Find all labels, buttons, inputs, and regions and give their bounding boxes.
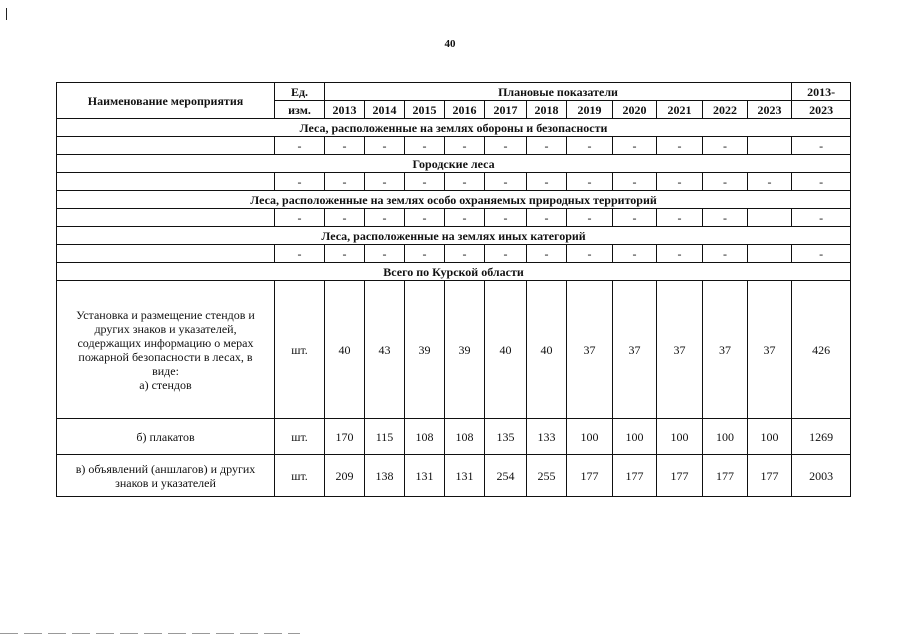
section-title-row <box>57 155 851 173</box>
dash-cell: - <box>657 137 703 155</box>
year-header: 2022 <box>703 101 748 119</box>
data-row <box>57 455 851 497</box>
value-cell: 100 <box>613 419 657 455</box>
value-cell: 131 <box>405 455 445 497</box>
total-cell: 426 <box>792 281 851 419</box>
value-cell: 254 <box>485 455 527 497</box>
section-empty-row <box>57 209 851 227</box>
total-cell: 2003 <box>792 455 851 497</box>
year-header: 2015 <box>405 101 445 119</box>
activity-name <box>57 281 275 419</box>
dash-cell: - <box>365 173 405 191</box>
dash-cell: - <box>748 173 792 191</box>
value-cell: 100 <box>657 419 703 455</box>
dash-cell: - <box>365 245 405 263</box>
activity-name-line: содержащих информацию о мерах <box>77 335 254 350</box>
value-cell: 39 <box>445 281 485 419</box>
year-header: 2020 <box>613 101 657 119</box>
value-cell: 100 <box>748 419 792 455</box>
section-title-row <box>57 119 851 137</box>
dash-cell: - <box>325 245 365 263</box>
dash-cell: - <box>527 173 567 191</box>
dash-cell: - <box>275 173 325 191</box>
dash-cell: - <box>613 245 657 263</box>
dash-cell: - <box>527 137 567 155</box>
scan-artifact-line <box>0 633 300 634</box>
value-cell: 135 <box>485 419 527 455</box>
activity-name-line: б) плакатов <box>136 429 195 444</box>
activity-name-line: в) объявлений (аншлагов) и других <box>75 461 256 476</box>
activity-name <box>57 455 275 497</box>
value-cell: 43 <box>365 281 405 419</box>
section-title: Леса, расположенные на землях особо охраняемых природных территорий <box>57 191 851 209</box>
value-cell: 100 <box>567 419 613 455</box>
value-cell: 40 <box>527 281 567 419</box>
dash-cell: - <box>325 209 365 227</box>
margin-mark <box>6 8 7 20</box>
section-title: Леса, расположенные на землях обороны и безопасности <box>57 119 851 137</box>
unit-cell: шт. <box>275 419 325 455</box>
value-cell: 39 <box>405 281 445 419</box>
total-cell: 1269 <box>792 419 851 455</box>
year-header: 2014 <box>365 101 405 119</box>
activity-name-line: других знаков и указателей, <box>94 321 237 336</box>
unit-column-header-top: Ед. <box>275 83 325 101</box>
value-cell: 177 <box>657 455 703 497</box>
total-column-header-top: 2013- <box>792 83 851 101</box>
dash-cell: - <box>703 245 748 263</box>
dash-cell: - <box>792 173 851 191</box>
activity-name <box>57 419 275 455</box>
value-cell: 177 <box>567 455 613 497</box>
dash-cell: - <box>657 173 703 191</box>
total-column-header-bottom: 2023 <box>792 101 851 119</box>
unit-column-header-bottom: изм. <box>275 101 325 119</box>
value-cell: 209 <box>325 455 365 497</box>
section-title: Леса, расположенные на землях иных категорий <box>57 227 851 245</box>
name-column-header: Наименование мероприятия <box>57 83 275 119</box>
activity-name-line: виде: <box>152 363 179 378</box>
value-cell: 177 <box>703 455 748 497</box>
section-title: Городские леса <box>57 155 851 173</box>
value-cell: 255 <box>527 455 567 497</box>
dash-cell: - <box>657 209 703 227</box>
dash-cell: - <box>365 209 405 227</box>
total-section-row <box>57 263 851 281</box>
dash-cell: - <box>567 173 613 191</box>
year-header: 2013 <box>325 101 365 119</box>
dash-cell: - <box>613 209 657 227</box>
value-cell: 138 <box>365 455 405 497</box>
section-empty-row <box>57 137 851 155</box>
dash-cell: - <box>703 137 748 155</box>
section-title-row <box>57 227 851 245</box>
dash-cell: - <box>792 137 851 155</box>
value-cell: 40 <box>325 281 365 419</box>
dash-cell: - <box>325 137 365 155</box>
value-cell: 108 <box>405 419 445 455</box>
section-empty-row <box>57 173 851 191</box>
dash-cell: - <box>657 245 703 263</box>
value-cell: 177 <box>748 455 792 497</box>
dash-cell: - <box>485 173 527 191</box>
dash-cell: - <box>445 209 485 227</box>
year-header: 2016 <box>445 101 485 119</box>
dash-cell: - <box>405 173 445 191</box>
empty-cell <box>57 209 275 227</box>
dash-cell: - <box>527 245 567 263</box>
unit-cell: шт. <box>275 281 325 419</box>
value-cell: 37 <box>703 281 748 419</box>
dash-cell: - <box>703 173 748 191</box>
dash-cell: - <box>485 137 527 155</box>
plan-table <box>56 82 851 497</box>
activity-name-line: Установка и размещение стендов и <box>76 307 255 322</box>
value-cell: 133 <box>527 419 567 455</box>
year-header: 2021 <box>657 101 703 119</box>
dash-cell: - <box>792 245 851 263</box>
value-cell: 108 <box>445 419 485 455</box>
section-title-row <box>57 191 851 209</box>
dash-cell: - <box>445 137 485 155</box>
activity-name-line: знаков и указателей <box>115 475 216 490</box>
value-cell: 170 <box>325 419 365 455</box>
dash-cell: - <box>275 209 325 227</box>
section-empty-row <box>57 245 851 263</box>
dash-cell: - <box>445 173 485 191</box>
dash-cell: - <box>613 173 657 191</box>
dash-cell: - <box>485 209 527 227</box>
year-header: 2023 <box>748 101 792 119</box>
activity-name-line: пожарной безопасности в лесах, в <box>78 349 253 364</box>
value-cell: 40 <box>485 281 527 419</box>
dash-cell: - <box>365 137 405 155</box>
dash-cell: - <box>405 137 445 155</box>
year-header: 2018 <box>527 101 567 119</box>
dash-cell: - <box>527 209 567 227</box>
value-cell: 37 <box>567 281 613 419</box>
empty-cell <box>57 245 275 263</box>
dash-cell: - <box>567 209 613 227</box>
dash-cell: - <box>613 137 657 155</box>
empty-cell <box>57 173 275 191</box>
year-header: 2017 <box>485 101 527 119</box>
page-number: 40 <box>444 38 456 50</box>
dash-cell: - <box>325 173 365 191</box>
dash-cell: - <box>567 245 613 263</box>
dash-cell <box>748 209 792 227</box>
dash-cell: - <box>405 245 445 263</box>
empty-cell <box>57 137 275 155</box>
value-cell: 115 <box>365 419 405 455</box>
value-cell: 177 <box>613 455 657 497</box>
data-row <box>57 419 851 455</box>
data-row <box>57 281 851 419</box>
dash-cell: - <box>405 209 445 227</box>
value-cell: 131 <box>445 455 485 497</box>
dash-cell: - <box>275 245 325 263</box>
unit-cell: шт. <box>275 455 325 497</box>
total-section-title: Всего по Курской области <box>57 263 851 281</box>
dash-cell <box>748 245 792 263</box>
value-cell: 37 <box>657 281 703 419</box>
plan-indicators-header: Плановые показатели <box>325 83 792 101</box>
dash-cell: - <box>445 245 485 263</box>
dash-cell: - <box>485 245 527 263</box>
year-header: 2019 <box>567 101 613 119</box>
dash-cell: - <box>275 137 325 155</box>
value-cell: 37 <box>613 281 657 419</box>
value-cell: 37 <box>748 281 792 419</box>
value-cell: 100 <box>703 419 748 455</box>
dash-cell: - <box>567 137 613 155</box>
activity-name-line: а) стендов <box>139 377 192 392</box>
dash-cell: - <box>792 209 851 227</box>
dash-cell: - <box>703 209 748 227</box>
dash-cell <box>748 137 792 155</box>
